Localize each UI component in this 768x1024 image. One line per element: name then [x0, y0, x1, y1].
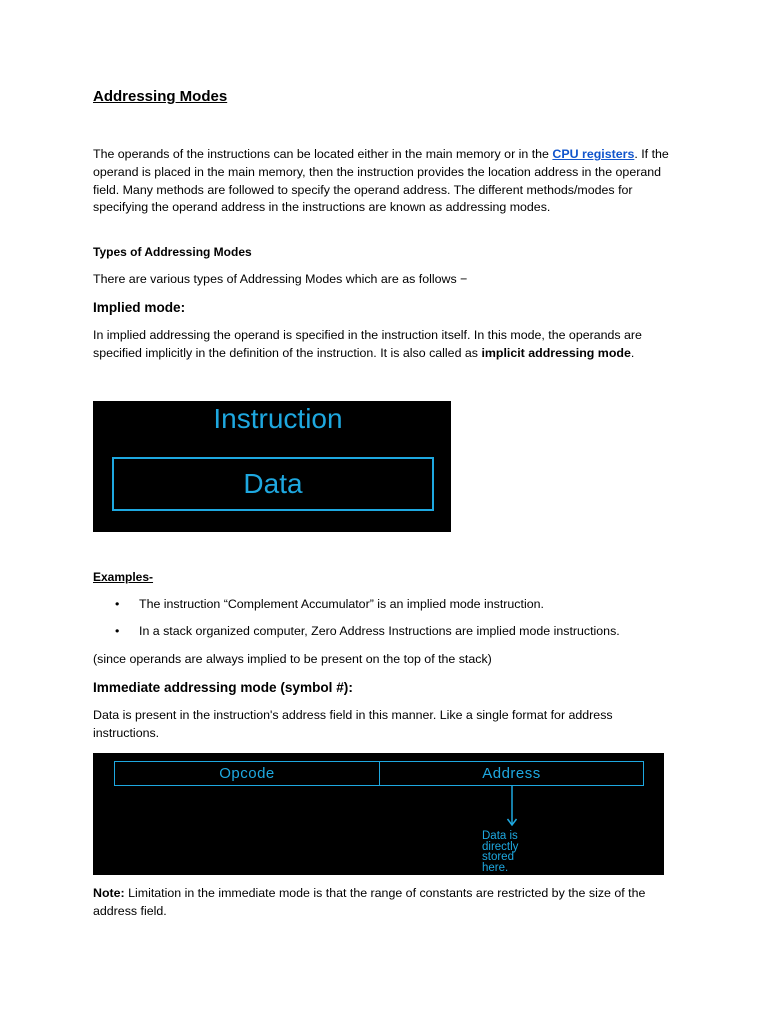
- note-label: Note:: [93, 886, 125, 900]
- types-heading: Types of Addressing Modes: [93, 245, 252, 259]
- implied-text: In implied addressing the operand is specified in the instruction itself. In this mode, the operands are specified implicitly in the definition of the instruction. It is also called as: [93, 328, 642, 360]
- implied-mode-heading: Implied mode:: [93, 300, 186, 315]
- types-intro-text: There are various types of Addressing Modes which are as follows −: [93, 272, 468, 286]
- address-field: Address: [482, 765, 541, 782]
- note-line: here.: [482, 861, 509, 874]
- immediate-mode-paragraph: Data is present in the instruction's address field in this manner. Like a single format for address instructions.: [93, 708, 613, 740]
- examples-heading: Examples-: [93, 570, 154, 584]
- implied-text-end: .: [630, 345, 635, 360]
- implied-mode-paragraph: [93, 327, 678, 363]
- stack-note: (since operands are always implied to be present on the top of the stack): [93, 652, 492, 666]
- cpu-registers-link[interactable]: CPU registers: [552, 147, 635, 161]
- list-item: • In a stack organized computer, Zero Address Instructions are implied mode instructions.: [93, 623, 678, 640]
- implied-bold-term: implicit addressing mode: [481, 345, 631, 360]
- note-text: Limitation in the immediate mode is that the range of constants are restricted by the size of the address field.: [93, 886, 646, 918]
- intro-paragraph: [93, 146, 678, 217]
- opcode-field: Opcode: [219, 765, 275, 782]
- data-stored-note: [482, 831, 562, 873]
- note-line: stored: [482, 851, 514, 863]
- instruction-format-row: [114, 761, 644, 786]
- intro-text-start: The operands of the instructions can be located either in the main memory or in the: [93, 147, 553, 161]
- page-title: Addressing Modes: [93, 88, 228, 105]
- intro-text-end: . If the operand is placed in the main memory, then the instruction provides the location address in the operand field. Many methods are followed to specify the operand address. The different methods/modes for specifying the operand address in the instructions are known as addressing modes.: [93, 147, 669, 215]
- down-arrow-icon: [506, 786, 518, 828]
- examples-list: [93, 596, 678, 640]
- immediate-mode-heading: Immediate addressing mode (symbol #):: [93, 680, 353, 695]
- diagram-data-box: Data: [112, 457, 434, 511]
- note-line: directly: [482, 840, 519, 853]
- implied-mode-diagram: [93, 401, 451, 532]
- immediate-mode-diagram: [93, 753, 664, 875]
- list-item: • The instruction “Complement Accumulator” is an implied mode instruction.: [93, 596, 678, 613]
- note-line: Data is: [482, 830, 518, 842]
- limitation-note: [93, 885, 678, 921]
- diagram-instruction-label: Instruction: [213, 403, 343, 434]
